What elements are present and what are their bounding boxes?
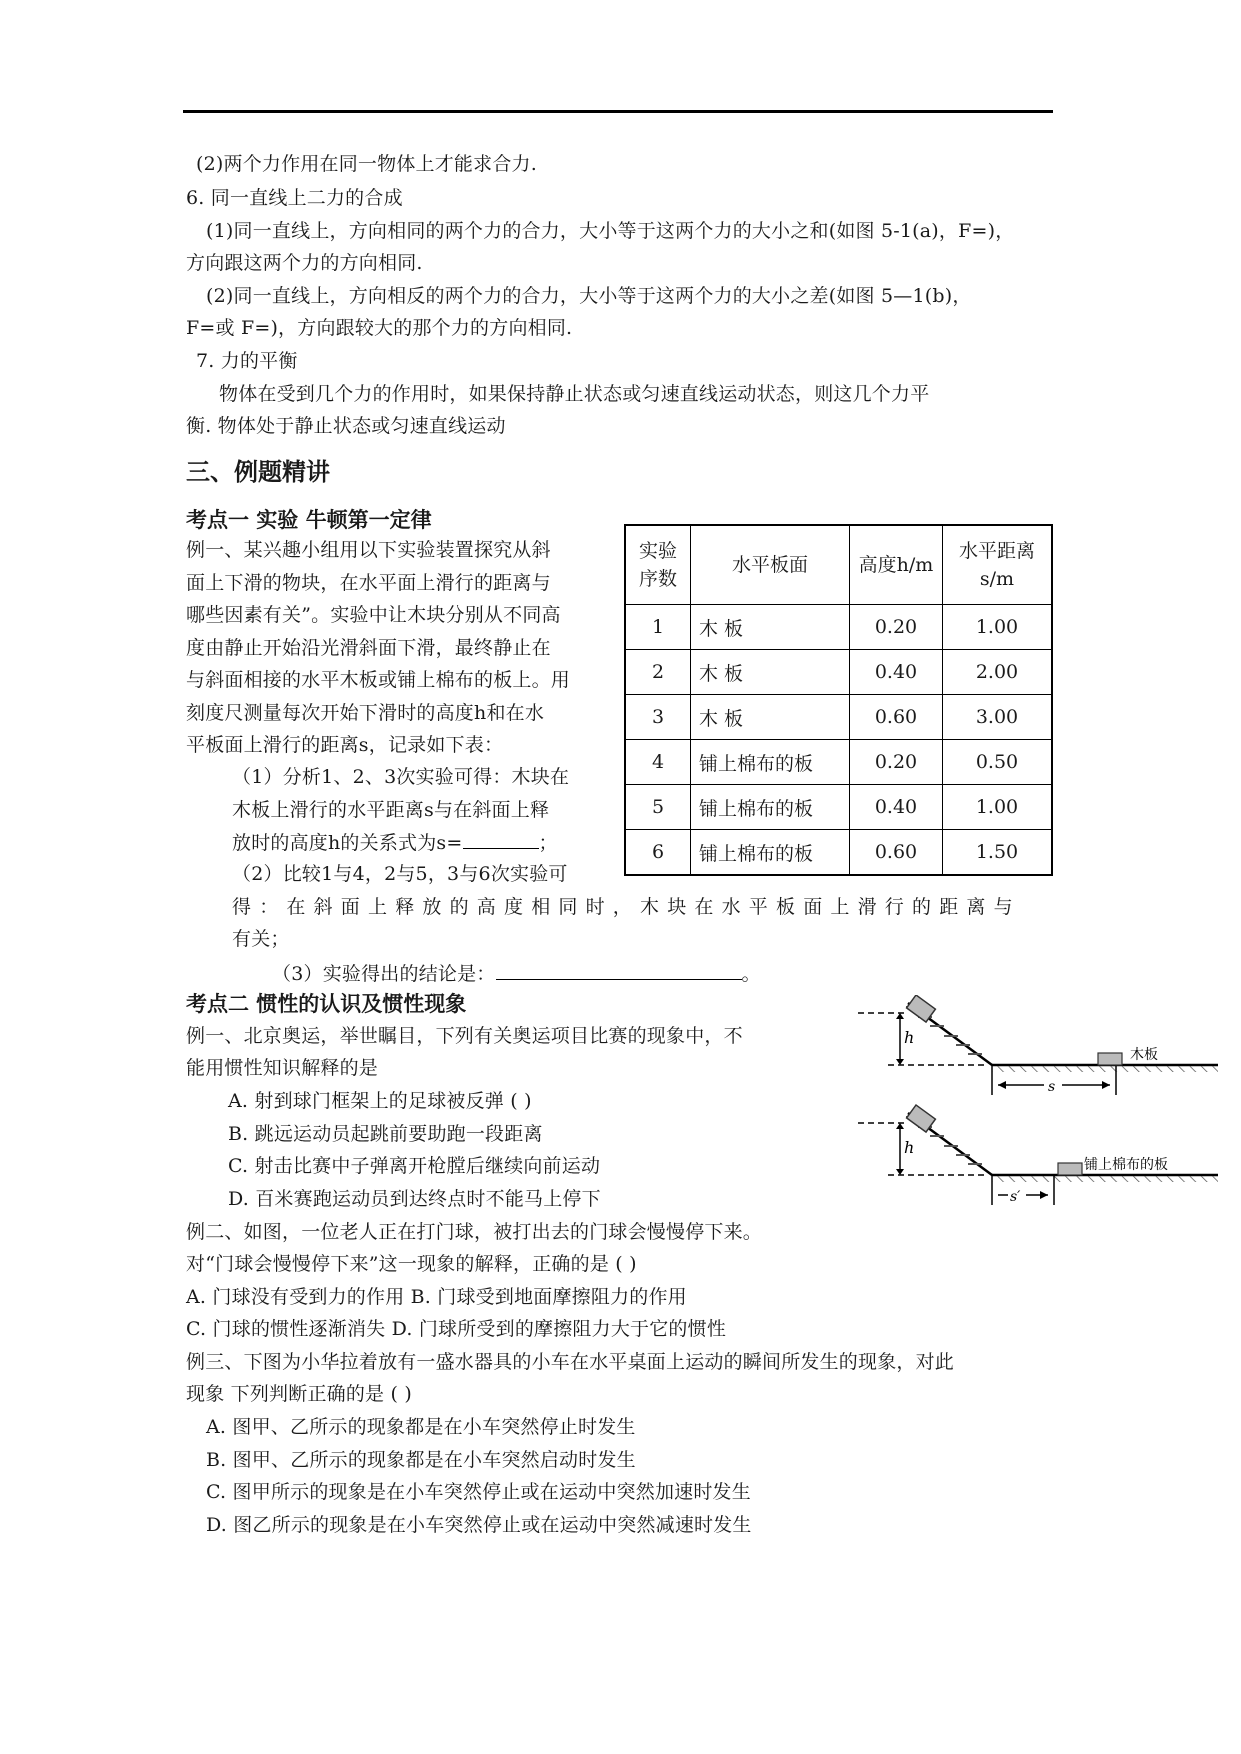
cell-height: 0.60 <box>850 830 943 876</box>
cell-distance: 1.00 <box>943 605 1053 650</box>
kp1-q2-line2: 得：在斜面上释放的高度相同时，木块在水平板面上滑行的距离与 <box>232 896 1021 918</box>
header-distance: 水平距离 s/m <box>943 525 1053 605</box>
sec5-point2: (2)两个力作用在同一物体上才能求合力. <box>196 153 537 175</box>
cell-surface: 铺上棉布的板 <box>691 740 850 785</box>
header-height: 高度h/m <box>850 525 943 605</box>
cell-trial: 6 <box>625 830 691 876</box>
kp1-example-line: 度由静止开始沿光滑斜面下滑，最终静止在 <box>186 636 551 659</box>
cell-trial: 4 <box>625 740 691 785</box>
table-row <box>625 830 1052 876</box>
cell-surface: 木 板 <box>691 650 850 695</box>
option-b[interactable]: B. 图甲、乙所示的现象都是在小车突然启动时发生 <box>206 1448 636 1471</box>
incline-wood-figure <box>858 995 1218 1095</box>
kp1-q2-line1: （2）比较1与4，2与5，3与6次实验可 <box>232 863 568 885</box>
kp1-q1-line3 <box>232 830 558 855</box>
cell-distance: 1.00 <box>943 785 1053 830</box>
sec6-p1-line2: 方向跟这两个力的方向相同. <box>186 252 423 274</box>
option-b[interactable]: B. 跳远运动员起跳前要助跑一段距离 <box>228 1122 543 1145</box>
option-a[interactable]: A. 射到球门框架上的足球被反弹 ( ) <box>228 1090 532 1112</box>
s-label: s <box>1048 1079 1056 1095</box>
sec7-line1: 物体在受到几个力的作用时，如果保持静止状态或匀速直线运动状态，则这几个力平 <box>219 383 930 405</box>
cell-height: 0.20 <box>850 605 943 650</box>
svg-text:h: h <box>904 1138 915 1157</box>
stopped-block-icon <box>1058 1163 1082 1175</box>
cell-trial: 5 <box>625 785 691 830</box>
kp1-example-line: 刻度尺测量每次开始下滑时的高度h和在水 <box>186 701 545 724</box>
cell-height: 0.20 <box>850 740 943 785</box>
kp2-ex2-line1: 例二、如图，一位老人正在打门球，被打出去的门球会慢慢停下来。 <box>186 1221 763 1243</box>
cell-surface: 木 板 <box>691 695 850 740</box>
section-title: 三、例题精讲 <box>186 458 330 486</box>
stopped-block-icon <box>1098 1053 1122 1065</box>
kp1-q2-line3: 有关； <box>232 928 290 950</box>
cell-distance: 0.50 <box>943 740 1053 785</box>
table-header-row <box>625 525 1052 605</box>
cell-surface: 木 板 <box>691 605 850 650</box>
incline-diagram <box>858 995 1218 1215</box>
kp2-ex2-line2: 对“门球会慢慢停下来”这一现象的解释，正确的是 ( ) <box>186 1253 637 1275</box>
kp2-ex1-line1: 例一、北京奥运，举世瞩目，下列有关奥运项目比赛的现象中，不 <box>186 1025 743 1047</box>
s-prime-label: s′ <box>1010 1189 1021 1205</box>
answer-blank-conclusion[interactable] <box>496 961 742 980</box>
cell-distance: 1.50 <box>943 830 1053 876</box>
kp1-title: 考点一 实验 牛顿第一定律 <box>186 508 432 532</box>
table-row <box>625 605 1052 650</box>
option-d[interactable]: D. 百米赛跑运动员到达终点时不能马上停下 <box>228 1187 601 1210</box>
sec6-p2-line2: F=或 F=)，方向跟较大的那个力的方向相同. <box>186 317 573 339</box>
option-d[interactable]: D. 图乙所示的现象是在小车突然停止或在运动中突然减速时发生 <box>206 1513 752 1536</box>
option-a[interactable]: A. 图甲、乙所示的现象都是在小车突然停止时发生 <box>206 1416 636 1438</box>
experiment-table <box>624 524 1053 876</box>
table-row <box>625 695 1052 740</box>
kp2-ex3-line2: 现象 下列判断正确的是 ( ) <box>186 1383 412 1405</box>
kp2-ex3-line1: 例三、下图为小华拉着放有一盛水器具的小车在水平桌面上运动的瞬间所发生的现象，对此 <box>186 1351 955 1373</box>
kp2-ex2-options-row1: A. 门球没有受到力的作用 B. 门球受到地面摩擦阻力的作用 <box>186 1286 687 1308</box>
option-c[interactable]: C. 图甲所示的现象是在小车突然停止或在运动中突然加速时发生 <box>206 1481 751 1503</box>
sec6-title: 6. 同一直线上二力的合成 <box>186 187 403 209</box>
cell-height: 0.60 <box>850 695 943 740</box>
kp1-q3-end: 。 <box>741 963 761 985</box>
kp1-q3-text: （3）实验得出的结论是： <box>272 963 496 985</box>
kp1-example-line: 例一、某兴趣小组用以下实验装置探究从斜 <box>186 539 551 561</box>
cell-height: 0.40 <box>850 785 943 830</box>
cloth-board-label: 铺上棉布的板 <box>1084 1157 1168 1173</box>
cell-trial: 2 <box>625 650 691 695</box>
incline-cloth-figure <box>858 1105 1218 1205</box>
kp1-example-line: 平板面上滑行的距离s，记录如下表： <box>186 734 504 756</box>
answer-blank-formula[interactable] <box>463 830 539 849</box>
sec7-line2: 衡. 物体处于静止状态或匀速直线运动 <box>186 415 506 437</box>
kp1-example-line: 面上下滑的物块，在水平面上滑行的距离与 <box>186 571 551 594</box>
kp1-q1-line1: （1）分析1、2、3次实验可得：木块在 <box>232 766 570 788</box>
cell-surface: 铺上棉布的板 <box>691 785 850 830</box>
sec6-p1-line1: (1)同一直线上，方向相同的两个力的合力，大小等于这两个力的大小之和(如图 5-1(a)，F=)， <box>206 220 1015 242</box>
kp1-q3 <box>272 961 761 986</box>
cell-height: 0.40 <box>850 650 943 695</box>
kp1-q1-text: 放时的高度h的关系式为s= <box>232 832 463 854</box>
table-row <box>625 650 1052 695</box>
header-rule <box>183 110 1053 113</box>
sec6-p2-line1: (2)同一直线上，方向相反的两个力的合力，大小等于这两个力的大小之差(如图 5—1(b)， <box>206 285 972 307</box>
wood-board-label: 木板 <box>1130 1047 1158 1063</box>
kp1-example-line: 哪些因素有关”。实验中让木块分别从不同高 <box>186 604 561 626</box>
kp2-title: 考点二 惯性的认识及惯性现象 <box>186 992 467 1016</box>
table-row <box>625 785 1052 830</box>
kp1-example-line: 与斜面相接的水平木板或铺上棉布的板上。用 <box>186 669 571 691</box>
kp2-ex1-line2: 能用惯性知识解释的是 <box>186 1057 379 1079</box>
cell-surface: 铺上棉布的板 <box>691 830 850 876</box>
header-trial: 实验 序数 <box>625 525 691 605</box>
cell-distance: 3.00 <box>943 695 1053 740</box>
h-label: h <box>904 1028 915 1047</box>
kp1-q1-end: ； <box>538 832 558 854</box>
cell-trial: 1 <box>625 605 691 650</box>
kp1-q1-line2: 木板上滑行的水平距离s与在斜面上释 <box>232 799 550 821</box>
option-c[interactable]: C. 射击比赛中子弹离开枪膛后继续向前运动 <box>228 1155 601 1177</box>
header-surface: 水平板面 <box>691 525 850 605</box>
cell-distance: 2.00 <box>943 650 1053 695</box>
cell-trial: 3 <box>625 695 691 740</box>
kp2-ex2-options-row2: C. 门球的惯性逐渐消失 D. 门球所受到的摩擦阻力大于它的惯性 <box>186 1318 727 1340</box>
sec7-title: 7. 力的平衡 <box>196 350 298 372</box>
table-row <box>625 740 1052 785</box>
